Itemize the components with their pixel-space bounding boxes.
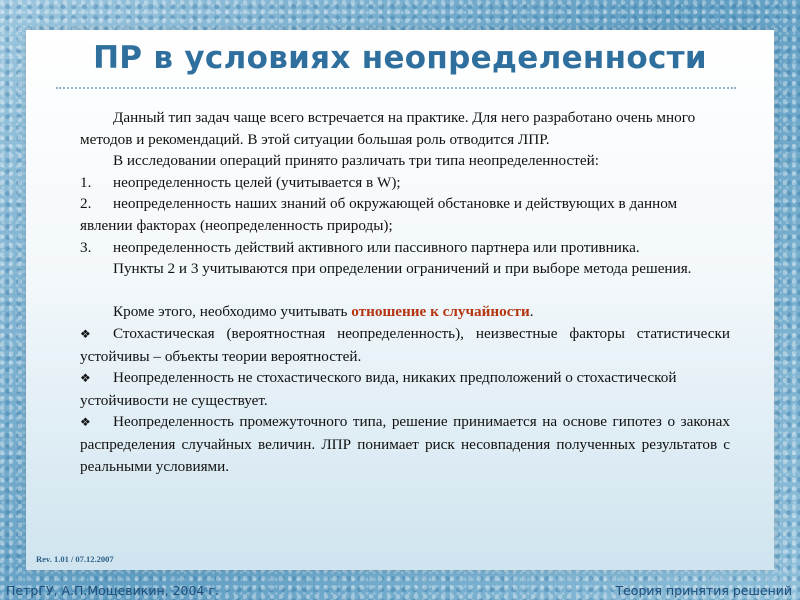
title-divider [56,87,736,89]
randomness-end: . [529,303,534,321]
randomness-paragraph [80,301,730,323]
item-number: 2. [80,195,92,213]
slide-title: ПР в условиях неопределенности [93,40,707,76]
numbered-item [80,193,730,236]
bullet-item [80,367,730,411]
numbered-item [80,237,730,259]
diamond-bullet-icon: ❖ [80,415,91,430]
diamond-bullet-icon: ❖ [80,371,91,386]
item-text: неопределенность целей (учитывается в W); [113,173,401,191]
item-text: неопределенность действий активного или пассивного партнера или противника. [113,238,640,256]
revision-label: Rev. 1.01 / 07.12.2007 [36,554,114,564]
numbered-item [80,172,730,194]
slide-content [80,107,730,477]
bullet-text: Неопределенность не стохастического вида, никаких предположений о стохастической устойчивости не существует. [80,369,677,409]
bullet-item [80,411,730,477]
randomness-highlight: отношение к случайности [351,303,530,321]
types-intro-paragraph: В исследовании операций принято различать три типа неопределенностей: [113,152,599,170]
bullet-item [80,323,730,367]
spacer [80,280,730,302]
item-number: 1. [80,173,92,191]
footer-author: ПетрГУ, А.П.Мощевикин, 2004 г. [6,583,219,598]
item-number: 3. [80,238,92,256]
diamond-bullet-icon: ❖ [80,326,91,341]
footer-course: Теория принятия решений [615,583,792,598]
bullet-text: Стохастическая (вероятностная неопределенность), неизвестные факторы статистически устойчивы – объекты теории вероятностей. [80,324,730,365]
constraints-paragraph: Пункты 2 и 3 учитываются при определении ограничений и при выборе метода решения. [113,260,692,278]
item-text: неопределенность наших знаний об окружающей обстановке и действующих в данном явлении факторах (неопределенность природы); [80,195,678,234]
randomness-lead: Кроме этого, необходимо учитывать [113,303,352,321]
intro-paragraph: Данный тип задач чаще всего встречается на практике. Для него разработано очень много методов и рекомендаций. В этой ситуации большая роль отводится ЛПР. [80,109,696,148]
bullet-text: Неопределенность промежуточного типа, решение принимается на основе гипотез о законах распределения случайных величин. ЛПР понимает риск несовпадения полученных результатов с реальными условиями. [80,413,730,475]
